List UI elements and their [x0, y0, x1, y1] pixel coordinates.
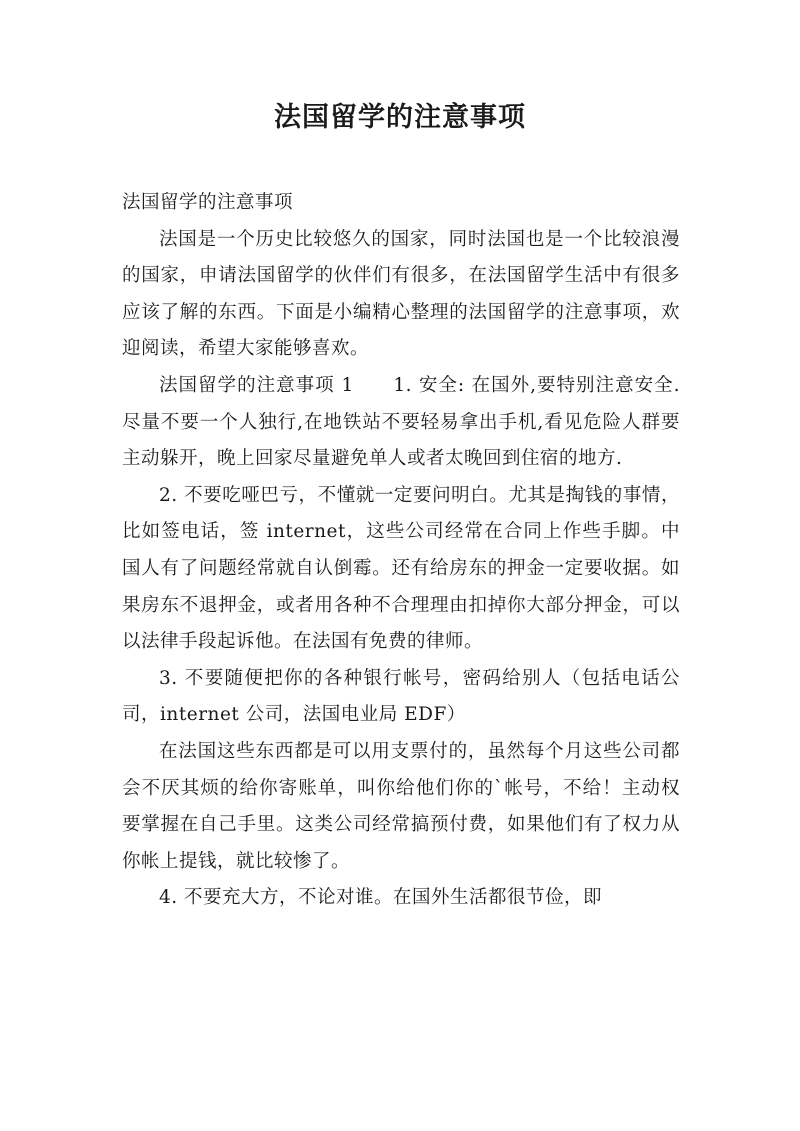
paragraph-item-3-detail: 在法国这些东西都是可以用支票付的，虽然每个月这些公司都会不厌其烦的给你寄账单，叫你给他们你的`帐号，不给！主动权要掌握在自己手里。这类公司经常搞预付费，如果他们有了权力从你帐上提钱，就比较惨了。: [122, 740, 680, 872]
paragraph-item-2: 2. 不要吃哑巴亏，不懂就一定要问明白。尤其是掏钱的事情，比如签电话，签 internet，这些公司经常在合同上作些手脚。中国人有了问题经常就自认倒霉。还有给房东的押金一定要收据。如果房东不退押金，或者用各种不合理理由扣掉你大部分押金，可以以法律手段起诉他。在法国有免费的律师。: [122, 484, 680, 653]
document-body: [122, 185, 680, 917]
paragraph-intro: 法国是一个历史比较悠久的国家，同时法国也是一个比较浪漫的国家，申请法国留学的伙伴们有很多，在法国留学生活中有很多应该了解的东西。下面是小编精心整理的法国留学的注意事项，欢迎阅读，希望大家能够喜欢。: [122, 228, 680, 360]
subheading: 法国留学的注意事项: [122, 192, 294, 213]
document-title: 法国留学的注意事项: [274, 102, 526, 133]
paragraph-item-1: 法国留学的注意事项 1 1. 安全: 在国外,要特别注意安全. 尽量不要一个人独行,在地铁站不要轻易拿出手机,看见危险人群要主动躲开，晚上回家尽量避免单人或者太晚回到住宿的地方.: [122, 374, 680, 470]
paragraph-item-4: 4. 不要充大方，不论对谁。在国外生活都很节俭，即: [159, 887, 603, 909]
paragraph-item-3: 3. 不要随便把你的各种银行帐号，密码给别人（包括电话公司，internet 公司，法国电业局 EDF）: [122, 667, 680, 726]
